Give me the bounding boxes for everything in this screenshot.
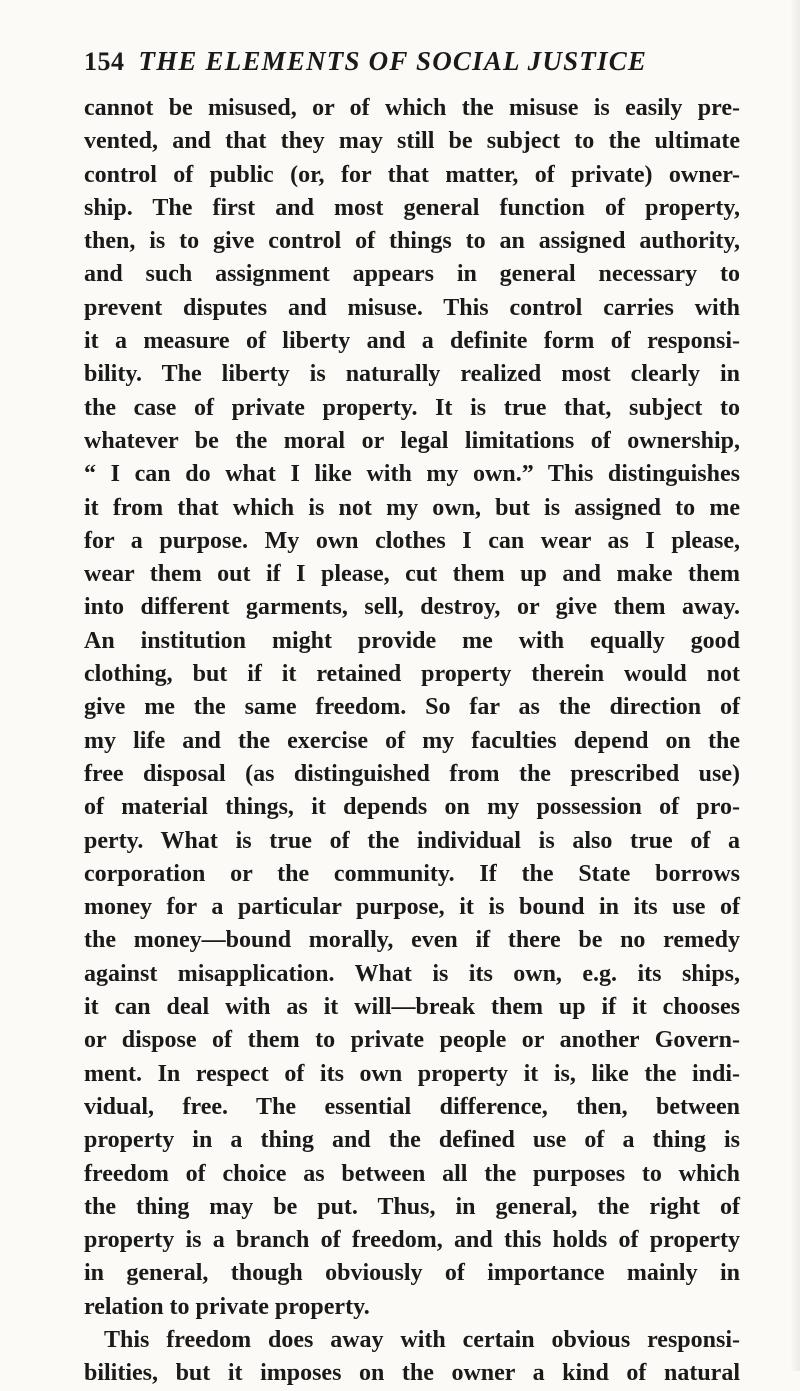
text-line: relation to private property. bbox=[84, 1293, 370, 1320]
text-line: the thing may be put. Thus, in general, the right of bbox=[84, 1193, 740, 1220]
text-line: the money—bound morally, even if there be no remedy bbox=[84, 927, 740, 954]
body-text bbox=[84, 92, 740, 1391]
text-line: for a purpose. My own clothes I can wear as I please, bbox=[84, 527, 740, 554]
text-line: control of public (or, for that matter, of private) owner- bbox=[84, 161, 740, 188]
text-line: it from that which is not my own, but is assigned to me bbox=[84, 494, 740, 521]
text-line: into different garments, sell, destroy, or give them away. bbox=[84, 594, 740, 621]
page-header bbox=[84, 46, 724, 90]
text-line: ment. In respect of its own property it is, like the indi- bbox=[84, 1060, 740, 1087]
text-line: in general, though obviously of importance mainly in bbox=[84, 1260, 740, 1287]
text-line: whatever be the moral or legal limitations of ownership, bbox=[84, 427, 740, 454]
text-line: This freedom does away with certain obvious responsi- bbox=[104, 1326, 740, 1353]
text-line: bility. The liberty is naturally realized most clearly in bbox=[84, 361, 740, 388]
text-line: it a measure of liberty and a definite form of responsi- bbox=[84, 328, 740, 355]
text-line: the case of private property. It is true that, subject to bbox=[84, 394, 740, 421]
text-line: property is a branch of freedom, and this holds of property bbox=[84, 1227, 740, 1254]
text-line: corporation or the community. If the State borrows bbox=[84, 860, 740, 887]
text-line: prevent disputes and misuse. This control carries with bbox=[84, 294, 740, 321]
text-line: ship. The first and most general function of property, bbox=[84, 194, 740, 221]
text-line: cannot be misused, or of which the misuse is easily pre- bbox=[84, 95, 740, 121]
text-line: vented, and that they may still be subject to the ultimate bbox=[84, 128, 740, 155]
text-line: An institution might provide me with equally good bbox=[84, 627, 740, 654]
text-line: against misapplication. What is its own, e.g. its ships, bbox=[84, 960, 740, 987]
text-line: or dispose of them to private people or another Govern- bbox=[84, 1027, 740, 1054]
text-line: of material things, it depends on my possession of pro- bbox=[84, 794, 740, 821]
text-line: give me the same freedom. So far as the direction of bbox=[84, 694, 740, 721]
text-line: “ I can do what I like with my own.” This distinguishes bbox=[84, 461, 740, 488]
text-line: bilities, but it imposes on the owner a kind of natural bbox=[84, 1360, 740, 1387]
text-line: my life and the exercise of my faculties depend on the bbox=[84, 727, 740, 754]
text-line: perty. What is true of the individual is also true of a bbox=[84, 827, 740, 854]
text-line: then, is to give control of things to an assigned authority, bbox=[84, 228, 740, 255]
page-number: 154 bbox=[84, 47, 125, 76]
scan-edge-shadow bbox=[790, 0, 800, 1371]
text-line: vidual, free. The essential difference, then, between bbox=[84, 1093, 740, 1120]
text-line: property in a thing and the defined use of a thing is bbox=[84, 1127, 740, 1154]
running-title: THE ELEMENTS OF SOCIAL JUSTICE bbox=[138, 46, 648, 76]
text-line: it can deal with as it will—break them up if it chooses bbox=[84, 994, 740, 1021]
text-line: clothing, but if it retained property therein would not bbox=[84, 661, 740, 688]
text-line: and such assignment appears in general necessary to bbox=[84, 261, 740, 288]
text-line: freedom of choice as between all the purposes to which bbox=[84, 1160, 740, 1187]
text-line: money for a particular purpose, it is bound in its use of bbox=[84, 894, 740, 921]
text-line: free disposal (as distinguished from the prescribed use) bbox=[84, 760, 740, 787]
text-line: wear them out if I please, cut them up and make them bbox=[84, 561, 740, 588]
